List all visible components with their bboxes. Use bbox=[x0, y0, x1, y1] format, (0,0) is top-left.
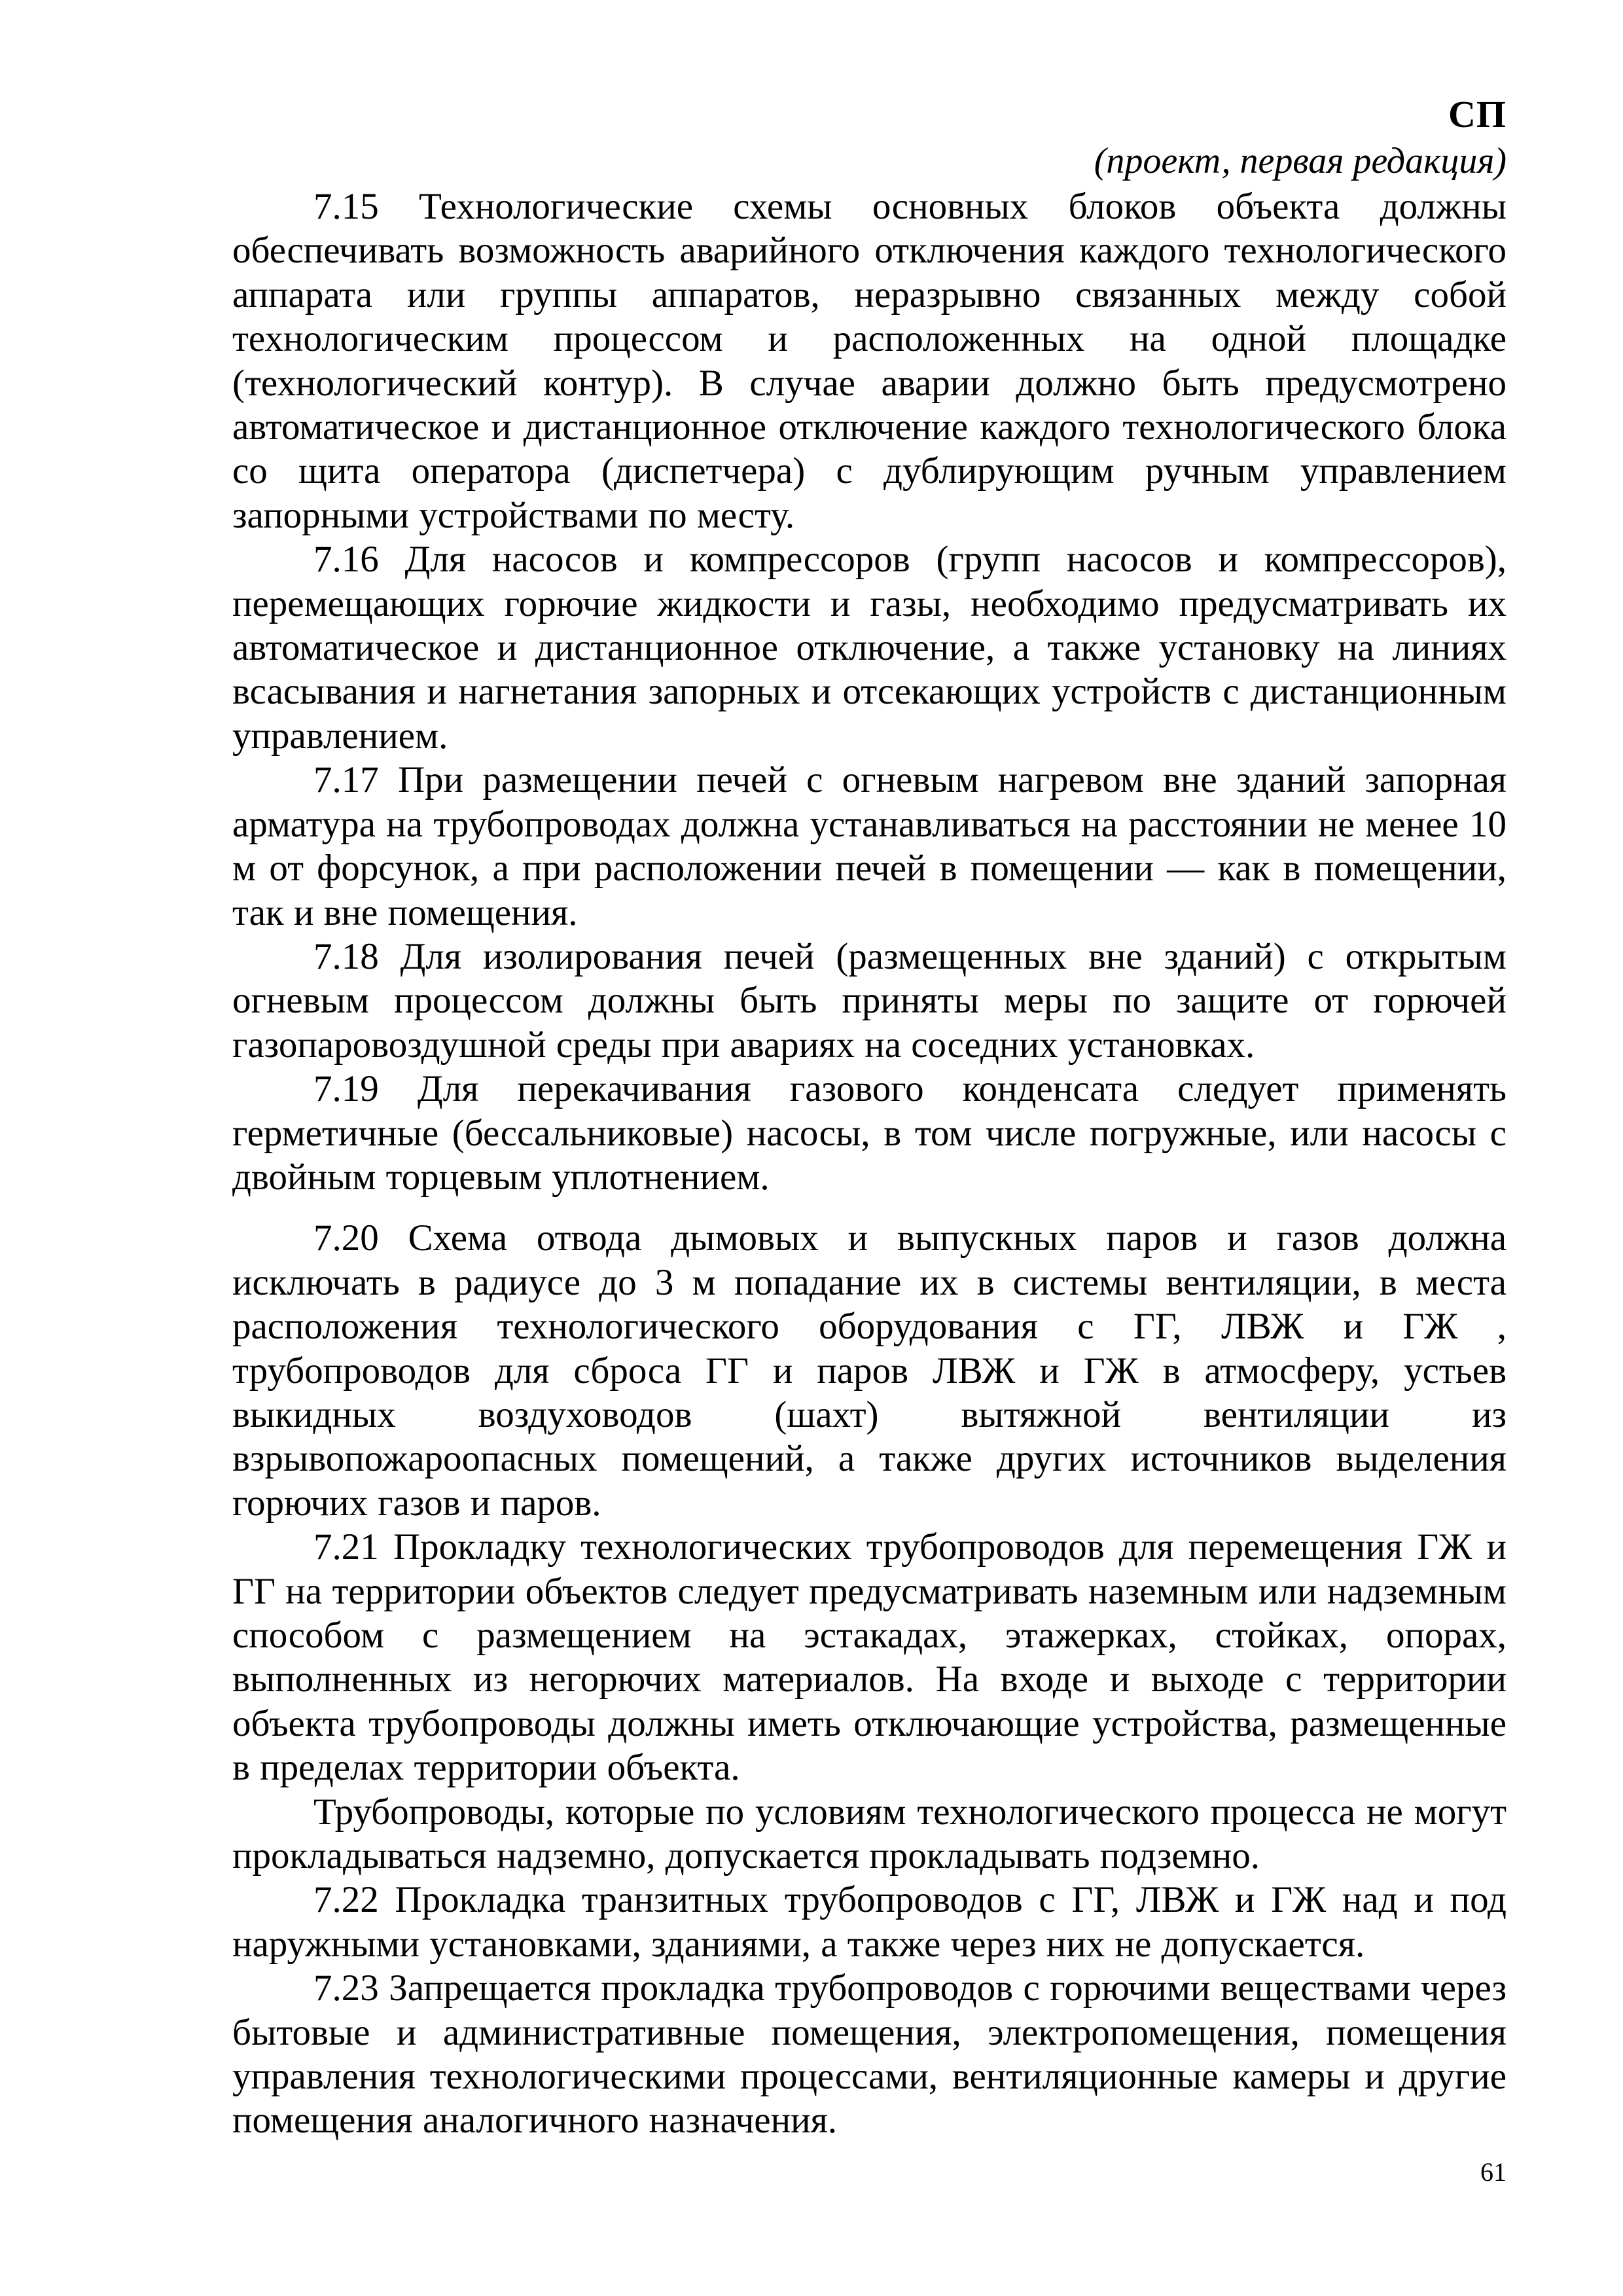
paragraph-7-21-continuation: Трубопроводы, которые по условиям технологического процесса не могут прокладываться надземно, допускается прокладывать подземно. bbox=[232, 1791, 1507, 1877]
paragraph-7-20: 7.20 Схема отвода дымовых и выпускных паров и газов должна исключать в радиусе до 3 м попадание их в системы вентиляции, в места расположения технологического оборудования с ГГ, ЛВЖ и ГЖ , трубопроводов для сброса ГГ и паров ЛВЖ и ГЖ в атмосферу, устьев выкидных воздуховодов (шахт) вытяжной вентиляции из взрывопожароопасных помещений, а также других источников выделения горючих газов и паров. bbox=[232, 1217, 1507, 1524]
page-number: 61 bbox=[1480, 2157, 1507, 2187]
document-edition-note: (проект, первая редакция) bbox=[1094, 141, 1507, 181]
paragraph-7-21: 7.21 Прокладку технологических трубопроводов для перемещения ГЖ и ГГ на территории объектов следует предусматривать наземным или надземным способом с размещением на эстакадах, этажерках, стойках, опорах, выполненных из негорючих материалов. На входе и выходе с территории объекта трубопроводы должны иметь отключающие устройства, размещенные в пределах территории объекта. bbox=[232, 1526, 1507, 1789]
paragraph-7-22: 7.22 Прокладка транзитных трубопроводов с ГГ, ЛВЖ и ГЖ над и под наружными установками, зданиями, а также через них не допускается. bbox=[232, 1879, 1507, 1965]
paragraph-7-17: 7.17 При размещении печей с огневым нагревом вне зданий запорная арматура на трубопроводах должна устанавливаться на расстоянии не менее 10 м от форсунок, а при расположении печей в помещении — как в помещении, так и вне помещения. bbox=[232, 759, 1507, 933]
document-code: СП bbox=[1448, 93, 1507, 135]
paragraph-7-16: 7.16 Для насосов и компрессоров (групп насосов и компрессоров), перемещающих горючие жидкости и газы, необходимо предусматривать их автоматическое и дистанционное отключение, а также установку на линиях всасывания и нагнетания запорных и отсекающих устройств с дистанционным управлением. bbox=[232, 539, 1507, 757]
paragraph-7-23: 7.23 Запрещается прокладка трубопроводов с горючими веществами через бытовые и административные помещения, электропомещения, помещения управления технологическими процессами, вентиляционные камеры и другие помещения аналогичного назначения. bbox=[232, 1967, 1507, 2142]
paragraph-7-18: 7.18 Для изолирования печей (размещенных вне зданий) с открытым огневым процессом должны быть приняты меры по защите от горючей газопаровоздушной среды при авариях на соседних установках. bbox=[232, 935, 1507, 1066]
paragraph-7-15: 7.15 Технологические схемы основных блоков объекта должны обеспечивать возможность аварийного отключения каждого технологического аппарата или группы аппаратов, неразрывно связанных между собой технологическим процессом и расположенных на одной площадке (технологический контур). В случае аварии должно быть предусмотрено автоматическое и дистанционное отключение каждого технологического блока со щита оператора (диспетчера) с дублирующим ручным управлением запорными устройствами по месту. bbox=[232, 186, 1507, 536]
paragraph-7-19: 7.19 Для перекачивания газового конденсата следует применять герметичные (бессальниковые) насосы, в том числе погружные, или насосы с двойным торцевым уплотнением. bbox=[232, 1068, 1507, 1198]
document-body bbox=[232, 185, 1507, 2143]
